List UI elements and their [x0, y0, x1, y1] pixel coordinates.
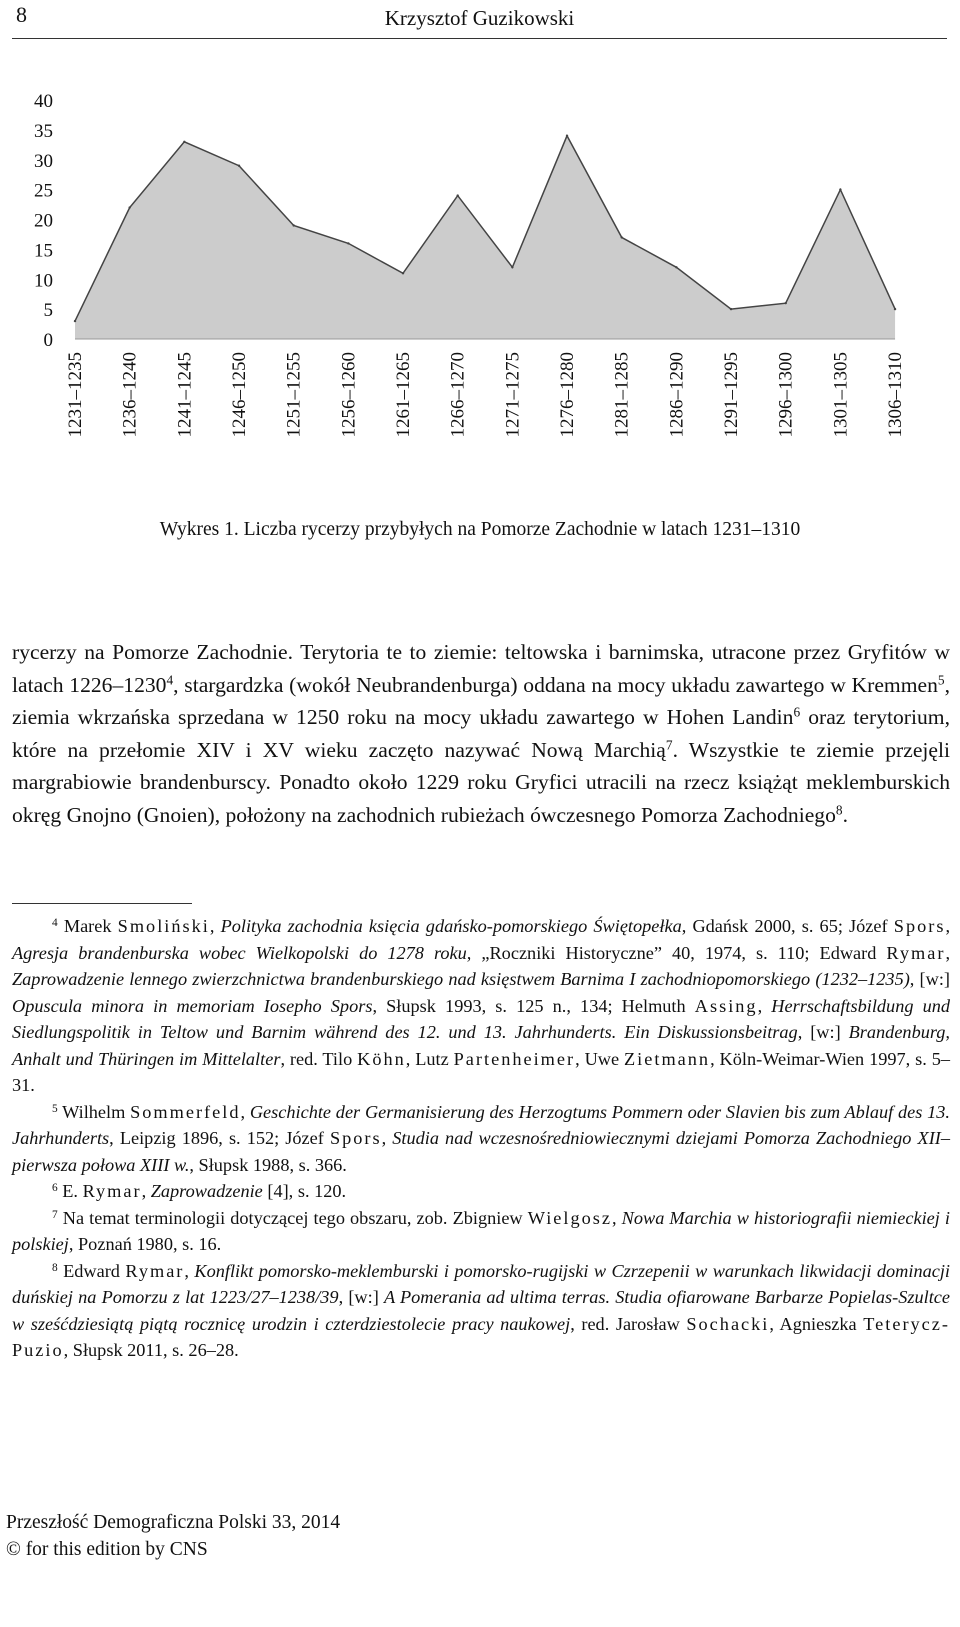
journal-citation: Przeszłość Demograficzna Polski 33, 2014	[6, 1512, 341, 1533]
y-tick-label: 35	[34, 120, 53, 142]
copyright-line: © for this edition by CNS	[6, 1539, 208, 1560]
footnote-ref-5: 5	[937, 672, 945, 688]
page-header	[12, 0, 947, 39]
x-tick-label: 1261–1265	[393, 352, 415, 438]
x-tick-label: 1301–1305	[830, 352, 852, 438]
chart-caption: Wykres 1. Liczba rycerzy przybyłych na Pomorze Zachodnie w latach 1231–1310	[159, 519, 801, 540]
footnote-ref-7: 7	[665, 737, 673, 753]
data-point	[785, 302, 787, 304]
y-tick-label: 0	[43, 330, 53, 351]
data-point	[675, 266, 677, 268]
data-point	[456, 194, 458, 196]
x-tick-label: 1281–1285	[611, 352, 633, 438]
data-point	[402, 272, 404, 274]
x-tick-label: 1271–1275	[502, 352, 524, 438]
footnote-4: $^4$ Marek Smoliński, Polityka zachodnia księcia gdańsko-pomorskiego Świętopełka, Gdańsk 2000, s. 65; Józef Spors, Agresja brandenburska wobec Wielkopolski do 1278 roku, „Roczniki Historyczne” 40, 1974, s. 110; Edward Rymar, Zaprowadzenie lennego zwierzchnictwa brandenburskiego nad księstwem Barnima I zachodniopomorskiego (1232–1235), [w:] Opuscula minora in memoriam Iosepho Spors, Słupsk 1993, s. 125 n., 134; Helmuth Assing, Herrschaftsbildung und Siedlungspolitik in Teltow und Barnim während des 12. und 13. Jahrhunderts. Ein Diskussionsbeitrag, [w:] Brandenburg, Anhalt und Thüringen im Mittelalter, red. Tilo Köhn, Lutz Partenheimer, Uwe Zietmann, Köln-Weimar-Wien 1997, s. 5–31.	[12, 916, 951, 1095]
y-tick-label: 10	[34, 270, 53, 292]
area-layer	[74, 135, 896, 339]
area-fill	[75, 136, 895, 339]
x-tick-label: 1256–1260	[338, 352, 360, 438]
data-point	[74, 320, 76, 322]
y-tick-label: 15	[34, 240, 53, 262]
data-point	[128, 206, 130, 208]
footnote-7: $^7$ Na temat terminologii dotyczącej tego obszaru, zob. Zbigniew Wielgosz, Nowa Marchia w historiografii niemieckiej i polskiej, Poznań 1980, s. 16.	[12, 1207, 951, 1254]
running-head-author: Krzysztof Guzikowski	[384, 6, 575, 30]
data-point	[183, 141, 185, 143]
y-axis-ticks	[34, 91, 53, 351]
x-tick-label: 1306–1310	[885, 352, 907, 438]
page-number: 8	[16, 2, 27, 27]
data-point	[894, 308, 896, 310]
x-tick-label: 1251–1255	[283, 352, 305, 438]
x-tick-label: 1236–1240	[119, 352, 141, 438]
footnote-6: $^6$ E. Rymar, Zaprowadzenie [4], s. 120.	[52, 1181, 347, 1201]
footnotes	[12, 913, 950, 1364]
x-axis-ticks	[65, 352, 906, 438]
y-tick-label: 20	[34, 210, 53, 232]
x-tick-label: 1276–1280	[557, 352, 579, 438]
data-point	[238, 165, 240, 167]
x-tick-label: 1231–1235	[65, 352, 86, 438]
data-point	[839, 188, 841, 190]
body-paragraph: rycerzy na Pomorze Zachodnie. Terytoria te to ziemie: teltowska i barnimska, utracone przez Gryfitów w latach 1226–1230$^4$, stargardzka (wokół Neubrandenburga) oddana na mocy układu zawartego w Kremmen$^5$, ziemia wkrzańska sprzedana w 1250 roku na mocy układu zawartego w Hohen Landin$^6$ oraz terytorium, które na przełomie XIV i XV wieku zaczęto nazywać Nową Marchią$^7$. Wszystkie te ziemie przejęli margrabiowie brandenburscy. Ponadto około 1229 roku Gryfici utracili na rzecz książąt meklemburskich okręg Gnojno (Gnoien), położony na zachodnich rubieżach ówczesnego Pomorza Zachodniego$^8$.	[12, 640, 950, 827]
footnote-ref-6: 6	[793, 704, 801, 720]
y-tick-label: 40	[34, 91, 53, 112]
data-point	[511, 266, 513, 268]
x-tick-label: 1296–1300	[775, 352, 797, 438]
footnote-ref-8: 8	[835, 802, 843, 818]
footnote-separator	[12, 903, 192, 904]
data-point	[730, 308, 732, 310]
data-point	[621, 236, 623, 238]
x-tick-label: 1291–1295	[721, 352, 743, 438]
data-point	[566, 135, 568, 137]
x-tick-label: 1266–1270	[447, 352, 469, 438]
footnote-ref-4: 4	[166, 672, 174, 688]
y-tick-label: 5	[43, 300, 53, 322]
footnote-8: $^8$ Edward Rymar, Konflikt pomorsko-meklemburski i pomorsko-rugijski w Czrzepenii w warunkach likwidacji dominacji duńskiej na Pomorzu z lat 1223/27–1238/39, [w:] A Pomerania ad ultima terras. Studia ofiarowane Barbarze Popielas-Szultce w sześćdziesiątą piątą rocznicę urodzin i czterdziestolecie pracy naukowej, red. Jarosław Sochacki, Agnieszka Teterycz-Puzio, Słupsk 2011, s. 26–28.	[12, 1260, 951, 1360]
area-chart	[0, 60, 960, 480]
x-tick-label: 1286–1290	[666, 352, 688, 438]
x-tick-label: 1246–1250	[229, 352, 251, 438]
y-tick-label: 25	[34, 180, 53, 202]
data-point	[292, 224, 294, 226]
data-point	[347, 242, 349, 244]
page-footer	[6, 1509, 340, 1563]
y-tick-label: 30	[34, 150, 53, 172]
x-tick-label: 1241–1245	[174, 352, 196, 438]
footnote-5: $^5$ Wilhelm Sommerfeld, Geschichte der Germanisierung des Herzogtums Pommern oder Slavien bis zum Ablauf des 13. Jahrhunderts, Leipzig 1896, s. 152; Józef Spors, Studia nad wczesnośredniowiecznymi dziejami Pomorza Zachodniego XII–pierwsza połowa XIII w., Słupsk 1988, s. 366.	[12, 1101, 951, 1175]
